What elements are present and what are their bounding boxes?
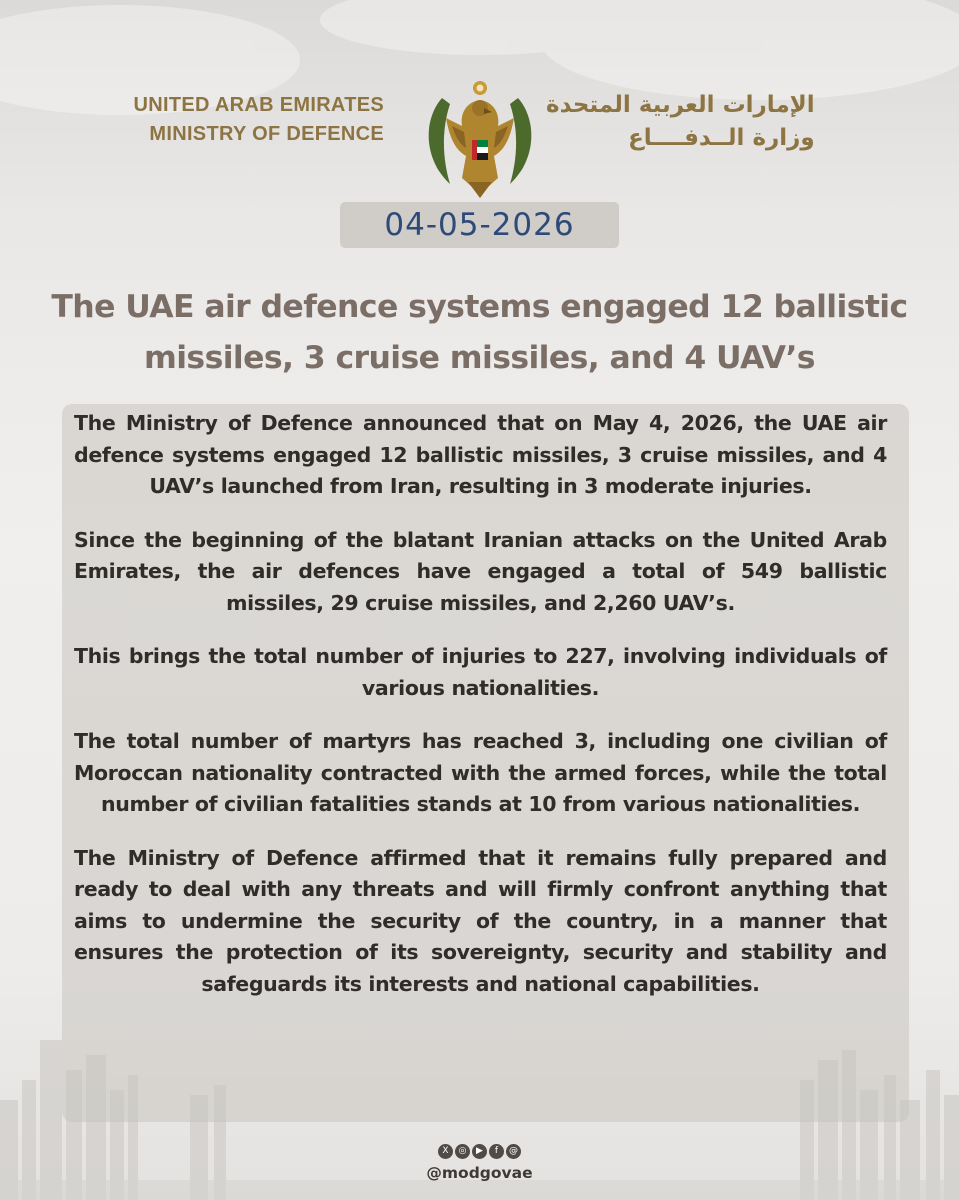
instagram-icon[interactable]: ◎ bbox=[455, 1144, 470, 1159]
social-handle[interactable]: @modgovae bbox=[426, 1164, 533, 1182]
arabic-ministry-name bbox=[546, 89, 815, 155]
date-badge: 04-05-2026 bbox=[340, 202, 619, 248]
paragraph-announcement: The Ministry of Defence announced that on May 4, 2026, the UAE air defence systems engaged 12 ballistic missiles, 3 cruise missiles, and 4 UAV’s launched from Iran, resulting in 3 moderate injuries. bbox=[74, 411, 887, 498]
headline: The UAE air defence systems engaged 12 ballistic missiles, 3 cruise missiles, and 4 UAV’s bbox=[51, 289, 908, 376]
arabic-country-line: الإمارات العربية المتحدة bbox=[546, 92, 815, 118]
threads-icon[interactable]: @ bbox=[506, 1144, 521, 1159]
arabic-ministry-line: وزارة الــدفــــاع bbox=[628, 125, 815, 151]
facebook-icon[interactable]: f bbox=[489, 1144, 504, 1159]
paragraph-injuries: This brings the total number of injuries to 227, involving individuals of various nationalities. bbox=[74, 644, 887, 700]
paragraph-total-engagements: Since the beginning of the blatant Iranian attacks on the United Arab Emirates, the air defences have engaged a total of 549 ballistic missiles, 29 cruise missiles, and 2,260 UAV’s. bbox=[74, 527, 887, 615]
paragraph-fatalities: The total number of martyrs has reached 3, including one civilian of Moroccan nationality contracted with the armed forces, while the total number of civilian fatalities stands at 10 from various nationalities. bbox=[74, 729, 887, 816]
uae-falcon-emblem-icon bbox=[416, 78, 544, 203]
english-country-line: UNITED ARAB EMIRATES bbox=[133, 94, 384, 116]
youtube-icon[interactable]: ▶ bbox=[472, 1144, 487, 1159]
x-icon[interactable]: X bbox=[438, 1144, 453, 1159]
english-ministry-line: MINISTRY OF DEFENCE bbox=[149, 123, 384, 145]
ministry-header bbox=[0, 78, 959, 203]
announcement-body bbox=[74, 408, 887, 1022]
paragraph-ministry-statement: The Ministry of Defence affirmed that it remains fully prepared and ready to deal with any threats and will firmly confront anything that aims to undermine the security of the country, in a manner that ensures the protection of its sovereignty, security and stability and safeguards its interests and national capabilities. bbox=[74, 845, 887, 996]
english-ministry-name bbox=[134, 91, 384, 149]
